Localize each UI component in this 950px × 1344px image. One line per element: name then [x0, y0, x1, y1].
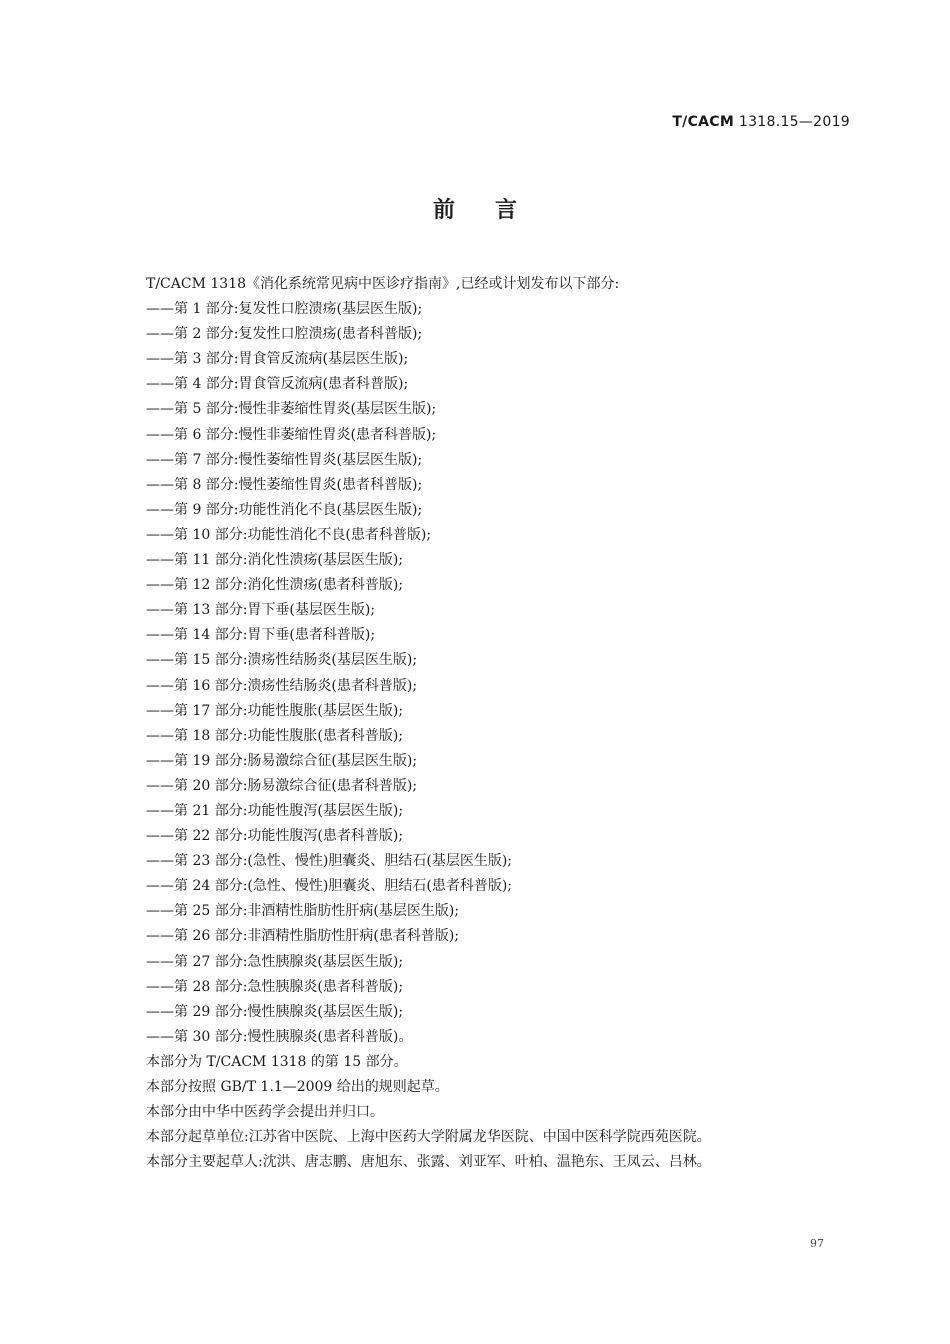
part-list-item: ——第 18 部分:功能性腹胀(患者科普版);	[146, 727, 404, 744]
standard-prefix: T/CACM	[672, 114, 735, 130]
foreword-body	[146, 272, 846, 1175]
part-list-item: ——第 6 部分:慢性非萎缩性胃炎(患者科普版);	[146, 426, 437, 443]
part-list-item: ——第 11 部分:消化性溃疡(基层医生版);	[146, 552, 404, 569]
part-list-item: ——第 12 部分:消化性溃疡(患者科普版);	[146, 577, 404, 594]
statements-list	[146, 1050, 846, 1175]
page-number: 97	[810, 1237, 824, 1250]
part-list-item: ——第 16 部分:溃疡性结肠炎(患者科普版);	[146, 677, 418, 694]
part-list-item: ——第 2 部分:复发性口腔溃疡(患者科普版);	[146, 326, 423, 343]
part-list-item: ——第 9 部分:功能性消化不良(基层医生版);	[146, 501, 423, 518]
part-list-item: ——第 8 部分:慢性萎缩性胃炎(患者科普版);	[146, 476, 423, 493]
statement-paragraph: 本部分为 T/CACM 1318 的第 15 部分。	[146, 1053, 408, 1070]
page-title: 前言	[432, 198, 557, 223]
part-list-item: ——第 21 部分:功能性腹泻(基层医生版);	[146, 802, 404, 819]
part-list-item: ——第 25 部分:非酒精性脂肪性肝病(基层医生版);	[146, 903, 460, 920]
part-list-item: ——第 15 部分:溃疡性结肠炎(基层医生版);	[146, 652, 418, 669]
part-list-item: ——第 20 部分:肠易激综合征(患者科普版);	[146, 777, 418, 794]
part-list-item: ——第 13 部分:胃下垂(基层医生版);	[146, 602, 376, 619]
parts-list	[146, 297, 846, 1050]
part-list-item: ——第 4 部分:胃食管反流病(患者科普版);	[146, 376, 409, 393]
statement-paragraph: 本部分由中华中医药学会提出并归口。	[146, 1104, 384, 1121]
part-list-item: ——第 27 部分:急性胰腺炎(基层医生版);	[146, 953, 404, 970]
part-list-item: ——第 19 部分:肠易激综合征(基层医生版);	[146, 752, 418, 769]
standard-number: 1318.15—2019	[738, 114, 850, 130]
part-list-item: ——第 3 部分:胃食管反流病(基层医生版);	[146, 351, 409, 368]
part-list-item: ——第 5 部分:慢性非萎缩性胃炎(基层医生版);	[146, 401, 437, 418]
part-list-item: ——第 7 部分:慢性萎缩性胃炎(基层医生版);	[146, 451, 423, 468]
part-list-item: ——第 30 部分:慢性胰腺炎(患者科普版)。	[146, 1028, 413, 1045]
part-list-item: ——第 29 部分:慢性胰腺炎(基层医生版);	[146, 1003, 404, 1020]
intro-paragraph: T/CACM 1318《消化系统常见病中医诊疗指南》,已经或计划发布以下部分:	[146, 276, 620, 292]
statement-paragraph: 本部分主要起草人:沈洪、唐志鹏、唐旭东、张露、刘亚军、叶柏、温艳东、王凤云、吕林。	[146, 1154, 711, 1171]
part-list-item: ——第 17 部分:功能性腹胀(基层医生版);	[146, 702, 404, 719]
part-list-item: ——第 26 部分:非酒精性脂肪性肝病(患者科普版);	[146, 928, 460, 945]
part-list-item: ——第 14 部分:胃下垂(患者科普版);	[146, 627, 376, 644]
part-list-item: ——第 24 部分:(急性、慢性)胆囊炎、胆结石(患者科普版);	[146, 878, 512, 895]
part-list-item: ——第 23 部分:(急性、慢性)胆囊炎、胆结石(基层医生版);	[146, 853, 512, 870]
statement-paragraph: 本部分起草单位:江苏省中医院、上海中医药大学附属龙华医院、中国中医科学院西苑医院。	[146, 1129, 711, 1146]
part-list-item: ——第 22 部分:功能性腹泻(患者科普版);	[146, 828, 404, 845]
part-list-item: ——第 1 部分:复发性口腔溃疡(基层医生版);	[146, 301, 423, 318]
part-list-item: ——第 28 部分:急性胰腺炎(患者科普版);	[146, 978, 404, 995]
part-list-item: ——第 10 部分:功能性消化不良(患者科普版);	[146, 526, 432, 543]
standard-code	[672, 114, 850, 130]
statement-paragraph: 本部分按照 GB/T 1.1—2009 给出的规则起草。	[146, 1079, 449, 1095]
